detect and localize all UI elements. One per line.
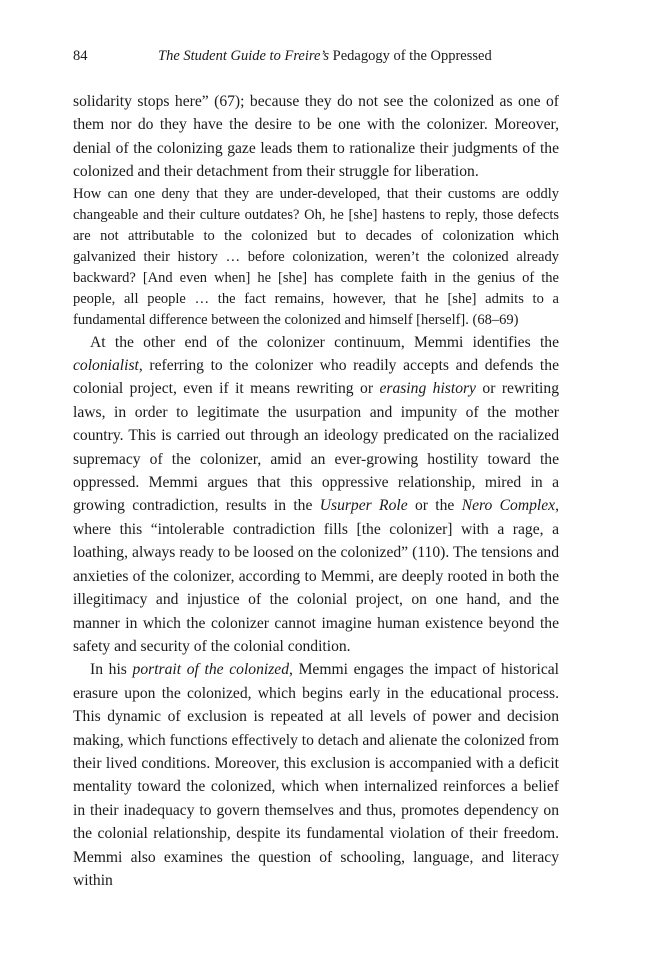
text-run: At the other end of the colonizer continuum, Memmi identifies the (90, 333, 559, 351)
paragraph-continued: solidarity stops here” (67); because they do not see the colonized as one of them nor do they have the desire to be one with the colonizer. Moreover, denial of the colonizing gaze leads them to rationalize their judgments of the colonized and their detachment from their struggle for liberation. (73, 93, 559, 181)
text-run: , where this “intolerable contradiction fills [the colonizer] with a rage, a loathing, always ready to be loosed on the colonized” (110). The tensions and anxieties of the colonizer, according to Memmi, are deeply rooted in both the illegitimacy and injustice of the colonial project, on one hand, and the manner in which the colonizer cannot imagine human existence beyond the safety and security of the colonial condition. (73, 497, 559, 655)
paragraph-colonialist (73, 331, 559, 659)
italic-term: portrait of the colonized (132, 661, 289, 679)
italic-term: colonialist (73, 357, 139, 375)
paragraph-portrait (73, 658, 559, 892)
page-number: 84 (73, 48, 88, 64)
italic-term: erasing history (379, 380, 476, 398)
text-run: or rewriting laws, in order to legitimate the usurpation and impunity of the mother country. This is carried out through an ideology predicated on the racialized supremacy of the colonizer, amid an ever-growing hostility toward the oppressed. Memmi argues that this oppressive relationship, mired in a growing contradiction, results in the (73, 380, 559, 515)
running-title (158, 46, 492, 66)
block-quote: How can one deny that they are under-developed, that their customs are oddly changeable and their culture outdates? Oh, he [she] hastens to reply, those defects are not attributable to the colonized but to decades of colonization which galvanized their history … before colonization, weren’t the colonized already backward? [And even when] he [she] has complete faith in the genius of the people, all people … the fact remains, however, that he [she] admits to a fundamental difference between the colonized and himself [herself]. (68–69) (73, 185, 559, 328)
running-title-italic: The Student Guide to Freire’s (158, 48, 330, 64)
text-run: , Memmi engages the impact of historical erasure upon the colonized, which begins early in the educational process. This dynamic of exclusion is repeated at all levels of power and decision making, which functions effectively to detach and alienate the colonized from their lived conditions. Moreover, this exclusion is accompanied with a deficit mentality toward the colonized, which when internalized reinforces a belief in their inadequacy to govern themselves and thus, promotes dependency on the colonial relationship, despite its fundamental violation of their freedom. Memmi also examines the question of schooling, language, and literacy within (73, 661, 559, 889)
text-run: , referring to the colonizer who readily accepts and defends the colonial project, even if it means rewriting or (73, 357, 559, 398)
text-run: or the (407, 497, 462, 515)
text-run: In his (90, 661, 133, 679)
italic-term: Nero Complex (461, 497, 556, 515)
body-text (73, 90, 559, 892)
italic-term: Usurper Role (319, 497, 408, 515)
running-title-roman: Pedagogy of the Oppressed (332, 48, 492, 64)
